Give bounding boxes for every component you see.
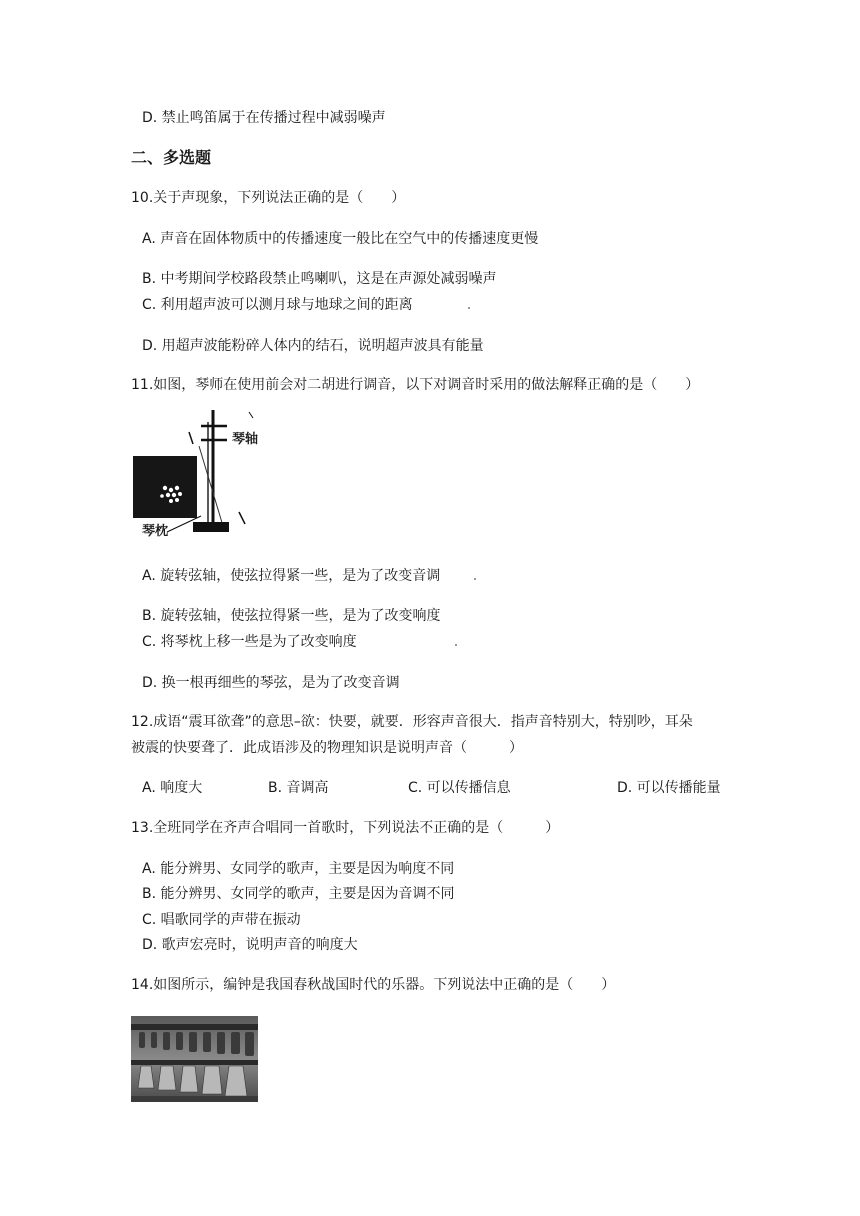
stray-dot (474, 578, 476, 580)
erhu-label-top: 琴轴 (232, 432, 259, 447)
q11-option-c: C. 将琴枕上移一些是为了改变响度 (142, 634, 357, 650)
q10-option-a: A. 声音在固体物质中的传播速度一般比在空气中的传播速度更慢 (142, 231, 539, 247)
erhu-mark-top (249, 412, 253, 418)
frame-beam-middle (131, 1060, 258, 1065)
q12-stem-line2: 被震的快要聋了．此成语涉及的物理知识是说明声音（ ） (131, 740, 523, 756)
q10-option-c: C. 利用超声波可以测月球与地球之间的距离 (142, 297, 413, 313)
section-title: 二、多选题 (131, 148, 212, 167)
q12-option-d: D. 可以传播能量 (617, 780, 721, 796)
erhu-label-bottom: 琴枕 (142, 524, 169, 539)
q13-stem: 13.全班同学在齐声合唱同一首歌时，下列说法不正确的是（ ） (131, 820, 560, 836)
q11-option-b: B. 旋转弦轴，使弦拉得紧一些，是为了改变响度 (142, 608, 441, 624)
q13-option-d: D. 歌声宏亮时，说明声音的响度大 (142, 937, 358, 953)
erhu-bow (199, 446, 223, 526)
stray-dot (468, 307, 470, 309)
erhu-peg-mark (189, 432, 193, 444)
q11-option-d: D. 换一根再细些的琴弦，是为了改变音调 (142, 675, 400, 691)
frame-beam-top (131, 1024, 258, 1030)
stray-dot (455, 644, 457, 646)
q9-option-d: D. 禁止鸣笛属于在传播过程中减弱噪声 (142, 110, 386, 126)
q10-option-d: D. 用超声波能粉碎人体内的结石，说明超声波具有能量 (142, 338, 484, 354)
q12-option-a: A. 响度大 (142, 780, 203, 796)
bianzhong-photo (131, 1016, 258, 1102)
q11-option-a: A. 旋转弦轴，使弦拉得紧一些，是为了改变音调 (142, 568, 441, 584)
erhu-base (193, 522, 229, 532)
erhu-mark-right (239, 512, 245, 524)
q14-stem: 14.如图所示，编钟是我国春秋战国时代的乐器。下列说法中正确的是（ ） (131, 977, 616, 993)
q12-option-c: C. 可以传播信息 (408, 780, 511, 796)
q10-stem: 10.关于声现象，下列说法正确的是（ ） (131, 190, 406, 206)
q13-option-b: B. 能分辨男、女同学的歌声，主要是因为音调不同 (142, 886, 455, 902)
q13-option-c: C. 唱歌同学的声带在振动 (142, 912, 301, 928)
q12-stem-line1: 12.成语“震耳欲聋”的意思–欲：快要，就要．形容声音很大．指声音特别大，特别吵，耳朵 (131, 714, 693, 730)
q12-option-b: B. 音调高 (268, 780, 329, 796)
q10-option-b: B. 中考期间学校路段禁止鸣喇叭，这是在声源处减弱噪声 (142, 271, 497, 287)
q13-option-a: A. 能分辨男、女同学的歌声，主要是因为响度不同 (142, 861, 455, 877)
floor (131, 1096, 258, 1102)
q11-stem: 11.如图，琴师在使用前会对二胡进行调音，以下对调音时采用的做法解释正确的是（ ） (131, 377, 700, 393)
